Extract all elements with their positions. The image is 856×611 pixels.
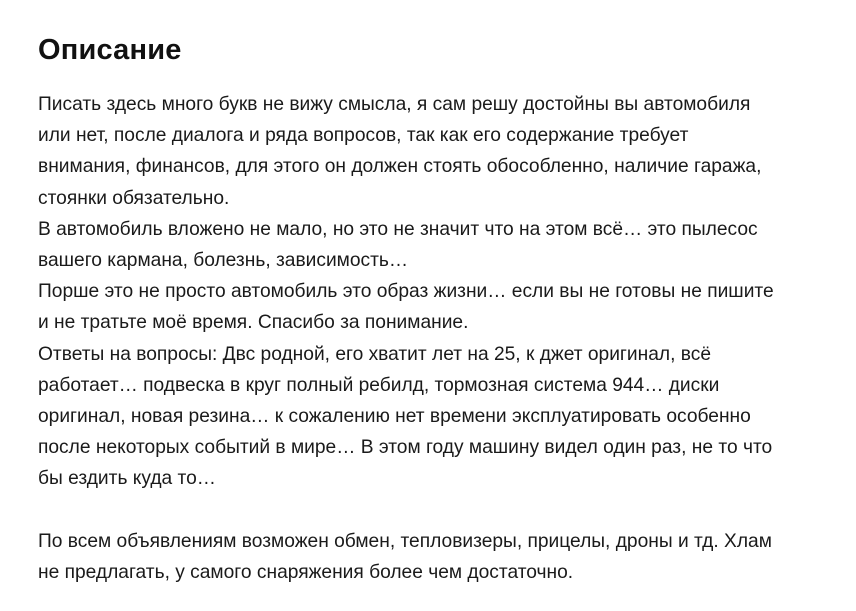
description-line: или нет, после диалога и ряда вопросов, так как его содержание требует: [38, 125, 689, 147]
description-line: оригинал, новая резина… к сожалению нет времени эксплуатировать особенно: [38, 406, 751, 428]
description-line: В автомобиль вложено не мало, но это не значит что на этом всё… это пылесос: [38, 218, 758, 240]
description-line: стоянки обязательно.: [38, 187, 230, 209]
description-line: не предлагать, у самого снаряжения более чем достаточно.: [38, 561, 574, 583]
description-paragraph-main: [38, 89, 838, 495]
description-line: бы ездить куда то…: [38, 468, 216, 490]
description-line: По всем объявлениям возможен обмен, тепловизеры, прицелы, дроны и тд. Хлам: [38, 530, 772, 552]
description-paragraph-exchange: [38, 526, 838, 588]
description-line: внимания, финансов, для этого он должен стоять обособленно, наличие гаража,: [38, 156, 762, 178]
description-line: Ответы на вопросы: Двс родной, его хватит лет на 25, к джет оригинал, всё: [38, 343, 712, 365]
description-line: работает… подвеска в круг полный ребилд, тормозная система 944… диски: [38, 374, 720, 396]
description-line: Писать здесь много букв не вижу смысла, я сам решу достойны вы автомобиля: [38, 94, 751, 115]
description-line: вашего кармана, болезнь, зависимость…: [38, 250, 409, 272]
description-line: и не тратьте моё время. Спасибо за понимание.: [38, 312, 469, 334]
description-body: [38, 89, 838, 588]
description-line: после некоторых событий в мире… В этом году машину видел один раз, не то что: [38, 437, 773, 459]
description-line: Порше это не просто автомобиль это образ жизни… если вы не готовы не пишите: [38, 281, 774, 303]
description-section: [38, 28, 838, 588]
section-title: Описание: [38, 34, 182, 66]
